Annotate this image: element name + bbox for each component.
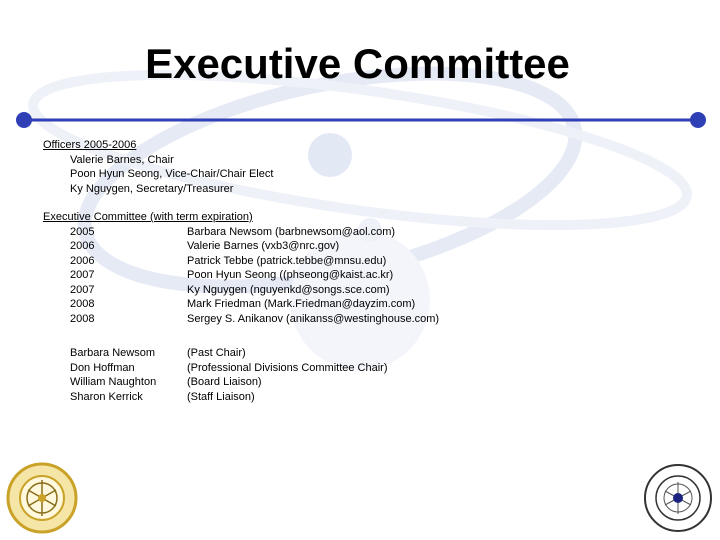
executive-row bbox=[43, 239, 439, 254]
liaison-role: (Past Chair) bbox=[187, 347, 246, 359]
liaison-name: William Naughton bbox=[70, 376, 157, 388]
term-year: 2007 bbox=[70, 283, 95, 296]
officer-item: Poon Hyun Seong, Vice-Chair/Chair Elect bbox=[70, 168, 274, 180]
ans-society-seal-icon bbox=[642, 462, 714, 534]
officer-item: Ky Nguygen, Secretary/Treasurer bbox=[70, 182, 234, 195]
executive-heading: Executive Committee (with term expiration) bbox=[43, 211, 253, 223]
liaison-name: Don Hoffman bbox=[70, 361, 135, 374]
term-year: 2007 bbox=[70, 269, 95, 281]
member-entry: Patrick Tebbe (patrick.tebbe@mnsu.edu) bbox=[187, 254, 387, 267]
committee-content bbox=[43, 138, 439, 404]
term-year: 2005 bbox=[70, 225, 95, 238]
term-year: 2008 bbox=[70, 298, 95, 310]
liaison-row bbox=[43, 361, 439, 376]
liaison-role: (Board Liaison) bbox=[187, 376, 262, 388]
member-entry: Poon Hyun Seong ((phseong@kaist.ac.kr) bbox=[187, 269, 394, 281]
officers-heading: Officers 2005-2006 bbox=[43, 139, 137, 151]
executive-row bbox=[43, 283, 439, 298]
page-title: Executive Committee bbox=[145, 40, 570, 87]
executive-row bbox=[43, 254, 439, 269]
member-entry: Valerie Barnes (vxb3@nrc.gov) bbox=[187, 240, 340, 252]
liaison-name: Barbara Newsom bbox=[70, 347, 155, 359]
term-year: 2008 bbox=[70, 312, 95, 325]
term-year: 2006 bbox=[70, 254, 95, 267]
executive-row bbox=[43, 312, 439, 327]
member-entry: Sergey S. Anikanov (anikanss@westinghouse.com) bbox=[187, 312, 440, 325]
liaison-row bbox=[43, 346, 439, 361]
term-year: 2006 bbox=[70, 240, 95, 252]
member-entry: Mark Friedman (Mark.Friedman@dayzim.com) bbox=[187, 298, 416, 310]
liaison-name: Sharon Kerrick bbox=[70, 390, 143, 403]
member-entry: Barbara Newsom (barbnewsom@aol.com) bbox=[187, 225, 396, 238]
member-entry: Ky Nguygen (nguyenkd@songs.sce.com) bbox=[187, 283, 390, 296]
liaison-row bbox=[43, 375, 439, 390]
executive-row bbox=[43, 297, 439, 312]
executive-row bbox=[43, 268, 439, 283]
golden-anniversary-seal-icon bbox=[6, 462, 78, 534]
title-rule bbox=[16, 108, 706, 132]
liaison-row bbox=[43, 390, 439, 405]
officer-item: Valerie Barnes, Chair bbox=[70, 153, 174, 166]
liaison-role: (Professional Divisions Committee Chair) bbox=[187, 361, 388, 374]
liaison-role: (Staff Liaison) bbox=[187, 390, 255, 403]
executive-row bbox=[43, 225, 439, 240]
